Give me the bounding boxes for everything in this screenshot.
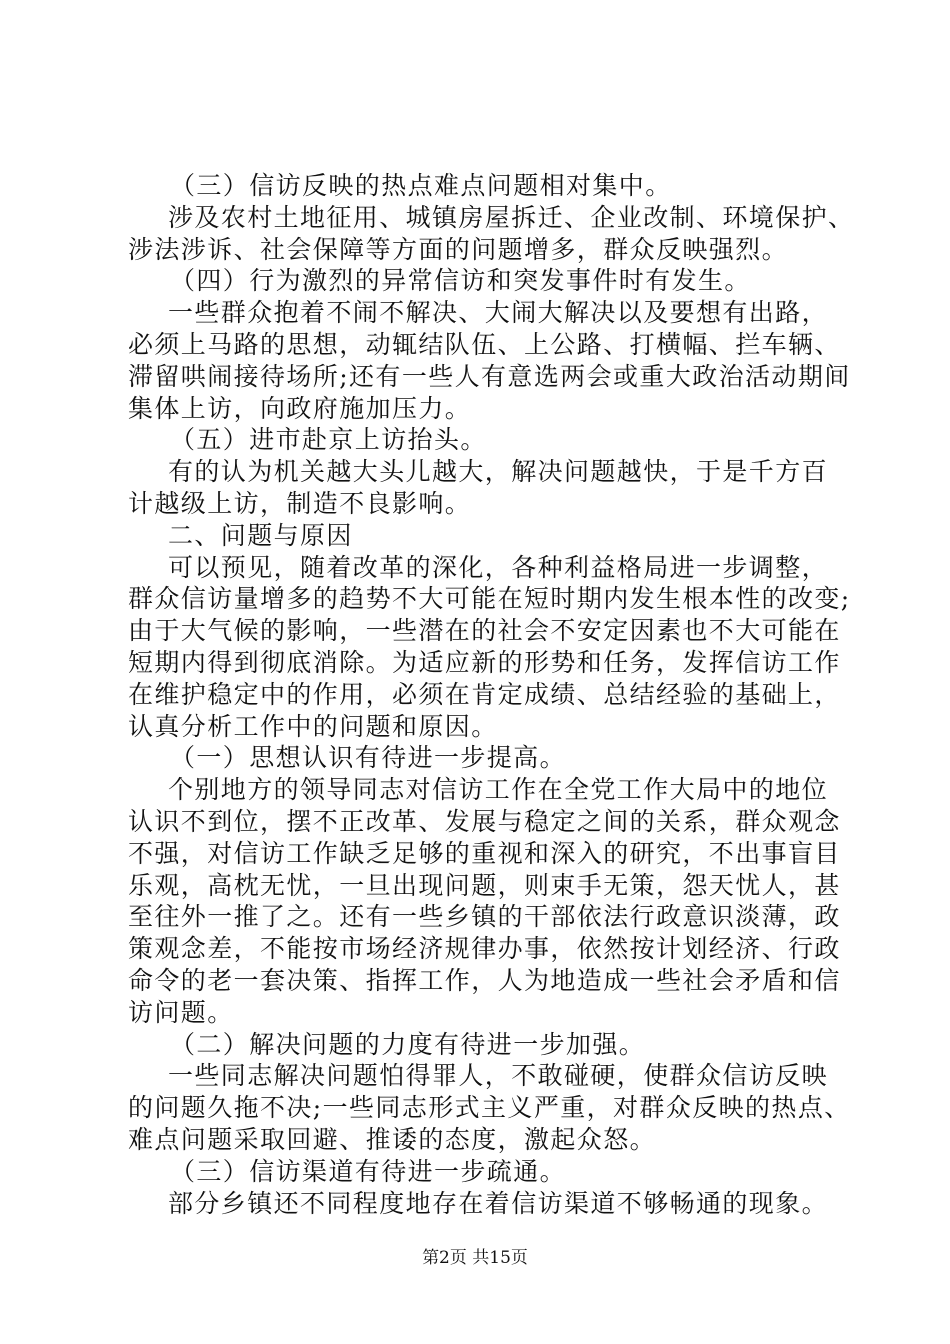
paragraph-line: 必须上马路的思想，动辄结队伍、上公路、打横幅、拦车辆、 [128, 329, 841, 359]
paragraph-line: 不强，对信访工作缺乏足够的重视和深入的研究，不出事盲目 [128, 838, 841, 868]
section-heading: （二）解决问题的力度有待进一步加强。 [170, 1029, 646, 1059]
paragraph-line: 集体上访，向政府施加压力。 [128, 393, 472, 423]
section-heading: 二、问题与原因 [168, 520, 353, 550]
paragraph-line: 的问题久拖不决;一些同志形式主义严重，对群众反映的热点、 [128, 1093, 851, 1123]
paragraph-line: 计越级上访，制造不良影响。 [128, 488, 472, 518]
paragraph-line: 涉法涉诉、社会保障等方面的问题增多，群众反映强烈。 [128, 234, 789, 264]
paragraph-line: 命令的老一套决策、指挥工作，人为地造成一些社会矛盾和信 [128, 965, 841, 995]
paragraph-line: 一些同志解决问题怕得罪人，不敢碰硬，使群众信访反映 [168, 1061, 829, 1091]
paragraph-line: 有的认为机关越大头儿越大，解决问题越快，于是千方百 [168, 457, 829, 487]
section-heading: （三）信访渠道有待进一步疏通。 [170, 1156, 567, 1186]
paragraph-line: 访问题。 [128, 997, 234, 1027]
section-heading: （四）行为激烈的异常信访和突发事件时有发生。 [170, 266, 751, 296]
paragraph-line: 个别地方的领导同志对信访工作在全党工作大局中的地位 [168, 775, 829, 805]
page-footer: 第2页 共15页 [422, 1248, 528, 1268]
paragraph-line: 策观念差，不能按市场经济规律办事，依然按计划经济、行政 [128, 934, 841, 964]
paragraph-line: 乐观，高枕无忧，一旦出现问题，则束手无策，怨天忧人，甚 [128, 870, 841, 900]
paragraph-line: 在维护稳定中的作用，必须在肯定成绩、总结经验的基础上， [128, 679, 841, 709]
paragraph-line: 可以预见，随着改革的深化，各种利益格局进一步调整， [168, 552, 829, 582]
section-heading: （三）信访反映的热点难点问题相对集中。 [170, 171, 672, 200]
section-heading: （一）思想认识有待进一步提高。 [170, 743, 567, 773]
paragraph-line: 由于大气候的影响，一些潜在的社会不安定因素也不大可能在 [128, 616, 841, 646]
paragraph-line: 部分乡镇还不同程度地存在着信访渠道不够畅通的现象。 [168, 1188, 829, 1218]
paragraph-line: 短期内得到彻底消除。为适应新的形势和任务，发挥信访工作 [128, 647, 841, 677]
section-heading: （五）进市赴京上访抬头。 [170, 425, 487, 455]
paragraph-line: 群众信访量增多的趋势不大可能在短时期内发生根本性的改变; [128, 584, 851, 614]
paragraph-line: 认真分析工作中的问题和原因。 [128, 711, 498, 741]
paragraph-line: 认识不到位，摆不正改革、发展与稳定之间的关系，群众观念 [128, 806, 841, 836]
document-body [128, 170, 855, 1219]
paragraph-line: 滞留哄闹接待场所;还有一些人有意选两会或重大政治活动期间 [128, 361, 851, 391]
paragraph-line: 至往外一推了之。还有一些乡镇的干部依法行政意识淡薄，政 [128, 902, 841, 932]
paragraph-line: 难点问题采取回避、推诿的态度，激起众怒。 [128, 1124, 657, 1154]
paragraph-line: 涉及农村土地征用、城镇房屋拆迁、企业改制、环境保护、 [168, 202, 855, 232]
paragraph-line: 一些群众抱着不闹不解决、大闹大解决以及要想有出路， [168, 298, 829, 328]
